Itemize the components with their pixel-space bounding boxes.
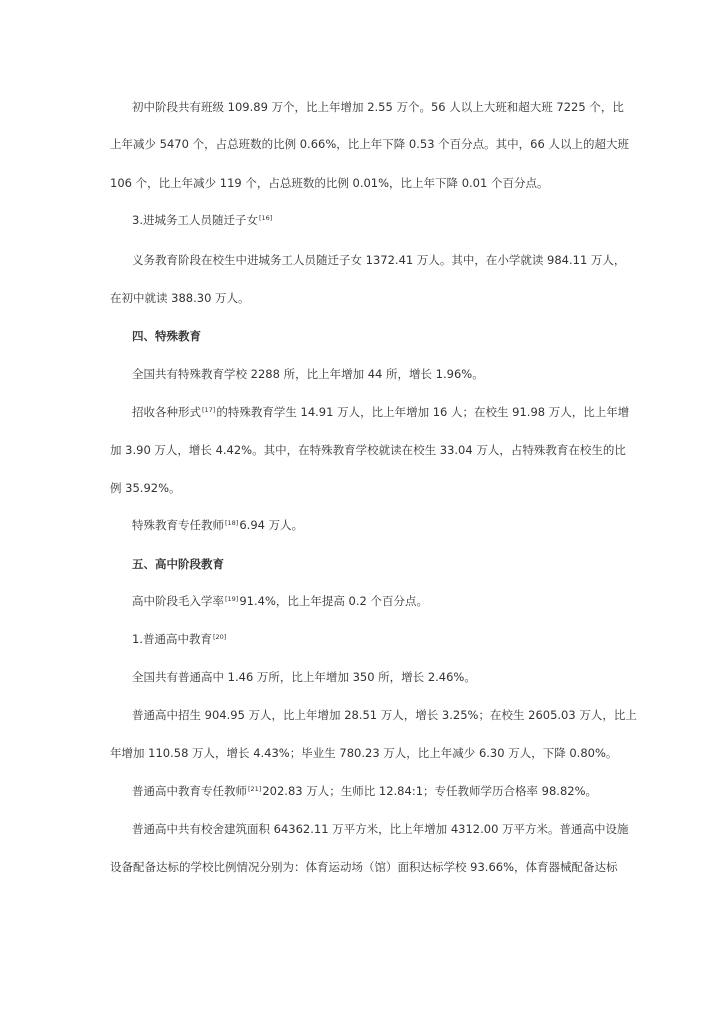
footnote-ref: [20]	[212, 633, 227, 641]
paragraph-line	[0, 401, 724, 423]
paragraph-line	[0, 172, 724, 194]
paragraph-line	[0, 249, 724, 271]
text-segment: 普通高中招生 904.95 万人，比上年增加 28.51 万人，增长 3.25%；在校生 2605.03 万人，比上	[132, 708, 637, 722]
text-segment: 在初中就读 388.30 万人。	[110, 291, 250, 305]
text-segment: 设备配备达标的学校比例情况分别为：体育运动场（馆）面积达标学校 93.66%，体育器械配备达标	[110, 860, 618, 874]
text-segment: 普通高中教育专任教师	[132, 784, 247, 798]
footnote-ref: [16]	[258, 214, 273, 222]
subheading-text: 3.进城务工人员随迁子女	[132, 213, 258, 227]
footnote-ref: [17]	[202, 406, 216, 414]
text-segment: 上年减少 5470 个，占总班数的比例 0.66%，比上年下降 0.53 个百分点。其中，66 人以上的超大班	[110, 137, 629, 151]
paragraph-line	[0, 514, 724, 536]
paragraph-line	[0, 439, 724, 461]
text-segment: 加 3.90 万人，增长 4.42%。其中，在特殊教育学校就读在校生 33.04 万人，占特殊教育在校生的比	[110, 443, 626, 457]
text-segment: 高中阶段毛入学率	[132, 594, 224, 608]
paragraph-line	[0, 666, 724, 688]
paragraph-line	[0, 818, 724, 840]
text-segment: 91.4%，比上年提高 0.2 个百分点。	[239, 594, 428, 608]
text-segment: 普通高中共有校舍建筑面积 64362.11 万平方米，比上年增加 4312.00 万平方米。普通高中设施	[132, 822, 629, 836]
paragraph-line	[0, 704, 724, 726]
paragraph-line	[0, 133, 724, 155]
paragraph-line	[0, 856, 724, 878]
paragraph-line	[0, 96, 724, 118]
section-subheading	[0, 628, 724, 650]
text-segment: 202.83 万人；生师比 12.84:1；专任教师学历合格率 98.82%。	[262, 784, 598, 798]
paragraph-line	[0, 477, 724, 499]
text-segment: 全国共有特殊教育学校 2288 所，比上年增加 44 所，增长 1.96%。	[132, 367, 484, 381]
paragraph-line	[0, 780, 724, 802]
footnote-ref: [21]	[248, 785, 262, 793]
text-segment: 招收各种形式	[132, 405, 201, 419]
text-segment: 106 个，比上年减少 119 个，占总班数的比例 0.01%，比上年下降 0.01 个百分点。	[110, 176, 549, 190]
paragraph-line	[0, 363, 724, 385]
heading-text: 四、特殊教育	[132, 329, 201, 343]
section-subheading	[0, 209, 724, 231]
text-segment: 例 35.92%。	[110, 481, 181, 495]
subheading-text: 1.普通高中教育	[132, 632, 212, 646]
paragraph-line	[0, 287, 724, 309]
text-segment: 6.94 万人。	[239, 518, 304, 532]
footnote-ref: [18]	[225, 519, 239, 527]
text-segment: 义务教育阶段在校生中进城务工人员随迁子女 1372.41 万人。其中，在小学就读 984.11 万人，	[132, 253, 626, 267]
paragraph-line	[0, 742, 724, 764]
section-heading	[0, 325, 724, 347]
paragraph-line	[0, 590, 724, 612]
text-segment: 年增加 110.58 万人，增长 4.43%；毕业生 780.23 万人，比上年减少 6.30 万人，下降 0.80%。	[110, 746, 618, 760]
footnote-ref: [19]	[225, 595, 239, 603]
text-segment: 的特殊教育学生 14.91 万人，比上年增加 16 人；在校生 91.98 万人，比上年增	[216, 405, 630, 419]
text-segment: 全国共有普通高中 1.46 万所，比上年增加 350 所，增长 2.46%。	[132, 670, 476, 684]
heading-text: 五、高中阶段教育	[132, 557, 224, 571]
section-heading	[0, 553, 724, 575]
text-segment: 初中阶段共有班级 109.89 万个，比上年增加 2.55 万个。56 人以上大班和超大班 7225 个，比	[132, 100, 624, 114]
text-segment: 特殊教育专任教师	[132, 518, 224, 532]
